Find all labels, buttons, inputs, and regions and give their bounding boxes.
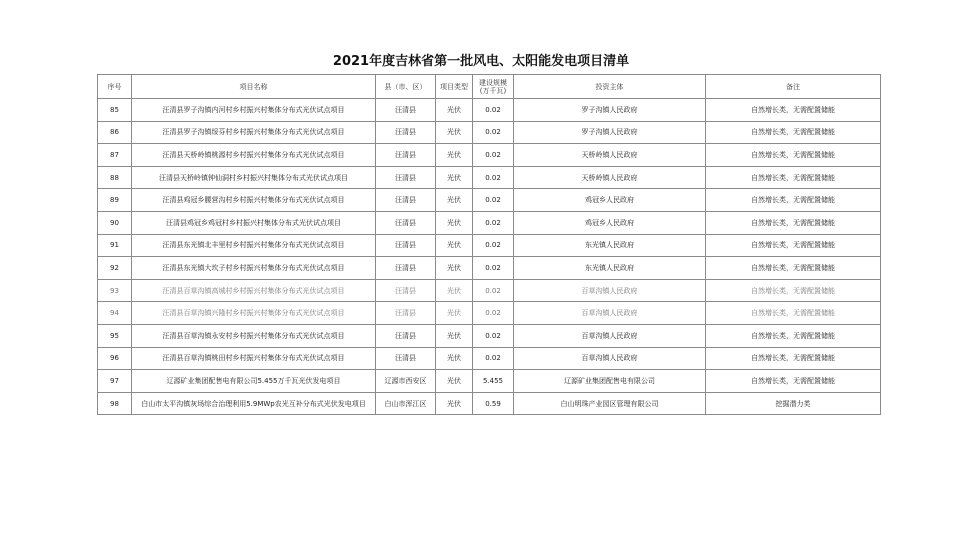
cell-investor: 百草沟镇人民政府 (514, 347, 706, 370)
cell-type: 光伏 (436, 234, 473, 257)
table-row (98, 257, 881, 280)
cell-scale: 0.02 (473, 121, 514, 144)
table-row (98, 99, 881, 122)
cell-name: 汪清县鸡冠乡腰营沟村乡村振兴村集体分布式光伏试点项目 (132, 189, 376, 212)
cell-name: 汪清县鸡冠乡鸡冠村乡村振兴村集体分布式光伏试点项目 (132, 211, 376, 234)
cell-note: 自然增长类，无需配置储能 (706, 121, 881, 144)
cell-county: 汪清县 (376, 211, 436, 234)
table-row (98, 324, 881, 347)
cell-county: 汪清县 (376, 166, 436, 189)
table-body (98, 99, 881, 415)
table-row (98, 370, 881, 393)
cell-type: 光伏 (436, 166, 473, 189)
cell-county: 汪清县 (376, 324, 436, 347)
cell-scale: 0.02 (473, 144, 514, 167)
cell-investor: 白山明珠产业园区管理有限公司 (514, 392, 706, 415)
cell-seq: 86 (98, 121, 132, 144)
table-row (98, 189, 881, 212)
cell-seq: 92 (98, 257, 132, 280)
cell-type: 光伏 (436, 392, 473, 415)
table-header-row (98, 75, 881, 99)
cell-note: 挖掘潜力类 (706, 392, 881, 415)
cell-county: 白山市浑江区 (376, 392, 436, 415)
cell-note: 自然增长类，无需配置储能 (706, 302, 881, 325)
cell-county: 辽源市西安区 (376, 370, 436, 393)
header-scale-line1: 建设规模 (479, 78, 507, 87)
cell-seq: 95 (98, 324, 132, 347)
cell-type: 光伏 (436, 121, 473, 144)
cell-name: 汪清县天桥岭镇钟仙洞村乡村振兴村集体分布式光伏试点项目 (132, 166, 376, 189)
cell-scale: 0.02 (473, 234, 514, 257)
cell-name: 汪清县百草沟镇永安村乡村振兴村集体分布式光伏试点项目 (132, 324, 376, 347)
cell-investor: 辽源矿业集团配售电有限公司 (514, 370, 706, 393)
header-county: 县（市、区） (376, 75, 436, 99)
cell-type: 光伏 (436, 211, 473, 234)
cell-investor: 百草沟镇人民政府 (514, 302, 706, 325)
header-seq: 序号 (98, 75, 132, 99)
cell-scale: 5.455 (473, 370, 514, 393)
cell-name: 汪清县百草沟镇兴隆村乡村振兴村集体分布式光伏试点项目 (132, 302, 376, 325)
cell-note: 自然增长类，无需配置储能 (706, 189, 881, 212)
cell-seq: 91 (98, 234, 132, 257)
cell-type: 光伏 (436, 279, 473, 302)
cell-note: 自然增长类，无需配置储能 (706, 166, 881, 189)
cell-county: 汪清县 (376, 121, 436, 144)
cell-note: 自然增长类，无需配置储能 (706, 99, 881, 122)
cell-scale: 0.02 (473, 347, 514, 370)
table-row (98, 302, 881, 325)
cell-seq: 93 (98, 279, 132, 302)
table-row (98, 347, 881, 370)
cell-county: 汪清县 (376, 99, 436, 122)
cell-name: 汪清县罗子沟镇内河村乡村振兴村集体分布式光伏试点项目 (132, 99, 376, 122)
cell-investor: 天桥岭镇人民政府 (514, 166, 706, 189)
cell-scale: 0.02 (473, 166, 514, 189)
cell-scale: 0.02 (473, 189, 514, 212)
cell-name: 白山市太平沟镇灰场综合治理利用5.9MWp农光互补分布式光伏发电项目 (132, 392, 376, 415)
cell-investor: 罗子沟镇人民政府 (514, 99, 706, 122)
table-row (98, 144, 881, 167)
cell-scale: 0.02 (473, 324, 514, 347)
cell-scale: 0.02 (473, 257, 514, 280)
cell-type: 光伏 (436, 347, 473, 370)
project-table (97, 74, 881, 415)
cell-seq: 88 (98, 166, 132, 189)
cell-county: 汪清县 (376, 189, 436, 212)
cell-note: 自然增长类，无需配置储能 (706, 324, 881, 347)
cell-note: 自然增长类，无需配置储能 (706, 234, 881, 257)
cell-scale: 0.02 (473, 211, 514, 234)
table-row (98, 121, 881, 144)
cell-investor: 百草沟镇人民政府 (514, 324, 706, 347)
header-name: 项目名称 (132, 75, 376, 99)
cell-investor: 天桥岭镇人民政府 (514, 144, 706, 167)
cell-county: 汪清县 (376, 257, 436, 280)
cell-county: 汪清县 (376, 302, 436, 325)
cell-note: 自然增长类，无需配置储能 (706, 211, 881, 234)
header-scale-line2: (万千瓦) (479, 86, 507, 95)
cell-county: 汪清县 (376, 279, 436, 302)
cell-name: 汪清县东光镇北丰里村乡村振兴村集体分布式光伏试点项目 (132, 234, 376, 257)
cell-seq: 94 (98, 302, 132, 325)
cell-type: 光伏 (436, 302, 473, 325)
cell-name: 汪清县天桥岭镇桃源村乡村振兴村集体分布式光伏试点项目 (132, 144, 376, 167)
cell-note: 自然增长类，无需配置储能 (706, 347, 881, 370)
cell-note: 自然增长类，无需配置储能 (706, 257, 881, 280)
table-row (98, 392, 881, 415)
cell-seq: 96 (98, 347, 132, 370)
cell-name: 辽源矿业集团配售电有限公司5.455万千瓦光伏发电项目 (132, 370, 376, 393)
cell-scale: 0.59 (473, 392, 514, 415)
cell-scale: 0.02 (473, 302, 514, 325)
table-row (98, 279, 881, 302)
cell-note: 自然增长类，无需配置储能 (706, 370, 881, 393)
cell-name: 汪清县东光镇大坎子村乡村振兴村集体分布式光伏试点项目 (132, 257, 376, 280)
cell-seq: 98 (98, 392, 132, 415)
cell-investor: 罗子沟镇人民政府 (514, 121, 706, 144)
cell-seq: 85 (98, 99, 132, 122)
document-title: 2021年度吉林省第一批风电、太阳能发电项目清单 (332, 54, 630, 69)
cell-note: 自然增长类，无需配置储能 (706, 279, 881, 302)
cell-seq: 97 (98, 370, 132, 393)
table-row (98, 211, 881, 234)
cell-type: 光伏 (436, 324, 473, 347)
cell-seq: 87 (98, 144, 132, 167)
cell-investor: 鸡冠乡人民政府 (514, 211, 706, 234)
header-investor: 投资主体 (514, 75, 706, 99)
cell-investor: 东光镇人民政府 (514, 234, 706, 257)
cell-name: 汪清县罗子沟镇绥芬村乡村振兴村集体分布式光伏试点项目 (132, 121, 376, 144)
cell-name: 汪清县百草沟镇桃田村乡村振兴村集体分布式光伏试点项目 (132, 347, 376, 370)
cell-type: 光伏 (436, 370, 473, 393)
cell-seq: 89 (98, 189, 132, 212)
cell-name: 汪清县百草沟镇高城村乡村振兴村集体分布式光伏试点项目 (132, 279, 376, 302)
header-scale (473, 75, 514, 99)
cell-type: 光伏 (436, 189, 473, 212)
cell-county: 汪清县 (376, 347, 436, 370)
cell-type: 光伏 (436, 144, 473, 167)
cell-seq: 90 (98, 211, 132, 234)
cell-investor: 鸡冠乡人民政府 (514, 189, 706, 212)
cell-county: 汪清县 (376, 234, 436, 257)
header-type: 项目类型 (436, 75, 473, 99)
cell-scale: 0.02 (473, 279, 514, 302)
cell-type: 光伏 (436, 99, 473, 122)
cell-investor: 百草沟镇人民政府 (514, 279, 706, 302)
cell-county: 汪清县 (376, 144, 436, 167)
cell-type: 光伏 (436, 257, 473, 280)
cell-investor: 东光镇人民政府 (514, 257, 706, 280)
table-row (98, 234, 881, 257)
cell-note: 自然增长类，无需配置储能 (706, 144, 881, 167)
table-row (98, 166, 881, 189)
header-note: 备注 (706, 75, 881, 99)
cell-scale: 0.02 (473, 99, 514, 122)
